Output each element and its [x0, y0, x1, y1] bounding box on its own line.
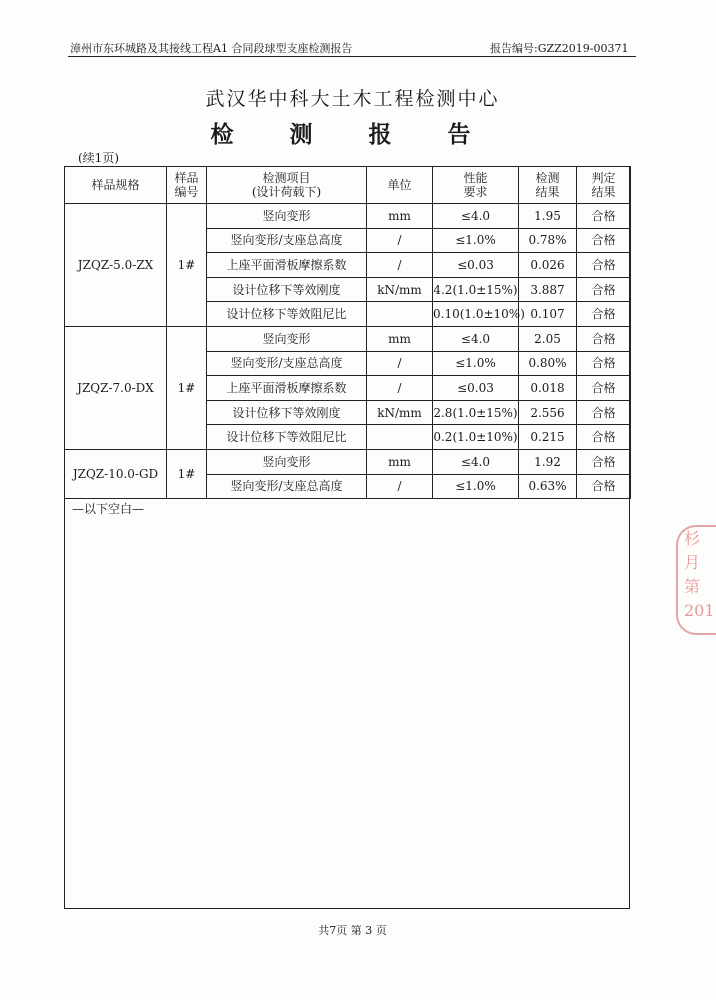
column-header: 检测 结果 — [519, 167, 577, 204]
continued-label: (续1页) — [78, 151, 119, 165]
cell-unit: kN/mm — [367, 400, 433, 425]
cell-unit: mm — [367, 204, 433, 229]
cell-verdict: 合格 — [577, 400, 631, 425]
cell-result: 1.92 — [519, 449, 577, 474]
cell-req: ≤1.0% — [433, 351, 519, 376]
cell-item: 设计位移下等效阻尼比 — [207, 302, 367, 327]
cell-item: 上座平面滑板摩擦系数 — [207, 253, 367, 278]
column-header: 检测项目 (设计荷载下) — [207, 167, 367, 204]
sample-number-cell: 1# — [167, 326, 207, 449]
cell-unit: / — [367, 228, 433, 253]
cell-req: ≤4.0 — [433, 326, 519, 351]
cell-result: 0.026 — [519, 253, 577, 278]
header-project-title: 漳州市东环城路及其接线工程A1 合同段球型支座检测报告 — [70, 42, 353, 55]
table-row — [65, 326, 631, 351]
organization-name: 武汉华中科大土木工程检测中心 — [205, 88, 500, 110]
cell-unit: / — [367, 351, 433, 376]
cell-req: ≤1.0% — [433, 474, 519, 499]
cell-item: 竖向变形/支座总高度 — [207, 228, 367, 253]
cell-unit: mm — [367, 326, 433, 351]
sample-number-cell: 1# — [167, 204, 207, 327]
cell-verdict: 合格 — [577, 253, 631, 278]
cell-verdict: 合格 — [577, 228, 631, 253]
cell-item: 竖向变形 — [207, 449, 367, 474]
header-report-number: 报告编号:GZZ2019-00371 — [490, 42, 629, 55]
report-title: 检 测 报 告 — [210, 121, 495, 148]
column-header: 样品规格 — [65, 167, 167, 204]
cell-verdict: 合格 — [577, 326, 631, 351]
cell-verdict: 合格 — [577, 449, 631, 474]
cell-verdict: 合格 — [577, 302, 631, 327]
cell-result: 0.63% — [519, 474, 577, 499]
cell-item: 设计位移下等效刚度 — [207, 400, 367, 425]
cell-unit: / — [367, 376, 433, 401]
cell-item: 竖向变形/支座总高度 — [207, 474, 367, 499]
cell-verdict: 合格 — [577, 277, 631, 302]
cell-item: 竖向变形/支座总高度 — [207, 351, 367, 376]
cell-req: ≤4.0 — [433, 449, 519, 474]
sample-spec-cell: JZQZ-7.0-DX — [65, 326, 167, 449]
column-header: 单位 — [367, 167, 433, 204]
sample-spec-cell: JZQZ-10.0-GD — [65, 449, 167, 498]
cell-result: 0.018 — [519, 376, 577, 401]
cell-req: ≤0.03 — [433, 253, 519, 278]
column-header: 性能 要求 — [433, 167, 519, 204]
cell-unit — [367, 302, 433, 327]
cell-verdict: 合格 — [577, 351, 631, 376]
header-rule — [68, 56, 636, 57]
cell-result: 0.215 — [519, 425, 577, 450]
cell-item: 设计位移下等效刚度 — [207, 277, 367, 302]
column-header: 样品 编号 — [167, 167, 207, 204]
cell-req: 0.10(1.0±10%) — [433, 302, 519, 327]
cell-unit — [367, 425, 433, 450]
cell-verdict: 合格 — [577, 204, 631, 229]
sample-number-cell: 1# — [167, 449, 207, 498]
cell-unit: mm — [367, 449, 433, 474]
sample-spec-cell: JZQZ-5.0-ZX — [65, 204, 167, 327]
cell-verdict: 合格 — [577, 376, 631, 401]
column-header: 判定 结果 — [577, 167, 631, 204]
cell-req: ≤0.03 — [433, 376, 519, 401]
cell-unit: kN/mm — [367, 277, 433, 302]
table-row — [65, 204, 631, 229]
blank-below-note: —以下空白— — [72, 502, 145, 516]
table-row — [65, 449, 631, 474]
cell-req: 2.8(1.0±15%) — [433, 400, 519, 425]
table-header-row — [65, 167, 631, 204]
cell-req: ≤1.0% — [433, 228, 519, 253]
cell-req: 0.2(1.0±10%) — [433, 425, 519, 450]
results-table — [64, 166, 631, 499]
cell-req: 4.2(1.0±15%) — [433, 277, 519, 302]
cell-result: 1.95 — [519, 204, 577, 229]
cell-unit: / — [367, 253, 433, 278]
cell-item: 竖向变形 — [207, 326, 367, 351]
cell-item: 上座平面滑板摩擦系数 — [207, 376, 367, 401]
cell-unit: / — [367, 474, 433, 499]
cell-item: 竖向变形 — [207, 204, 367, 229]
cell-item: 设计位移下等效阻尼比 — [207, 425, 367, 450]
cell-req: ≤4.0 — [433, 204, 519, 229]
cell-result: 0.80% — [519, 351, 577, 376]
cell-result: 3.887 — [519, 277, 577, 302]
cell-verdict: 合格 — [577, 474, 631, 499]
cell-result: 2.05 — [519, 326, 577, 351]
cell-result: 2.556 — [519, 400, 577, 425]
cell-result: 0.78% — [519, 228, 577, 253]
page-footer: 共7页 第 3 页 — [318, 924, 387, 937]
cell-result: 0.107 — [519, 302, 577, 327]
cell-verdict: 合格 — [577, 425, 631, 450]
red-seal-stamp: 杉 月 第 201 — [676, 525, 716, 635]
